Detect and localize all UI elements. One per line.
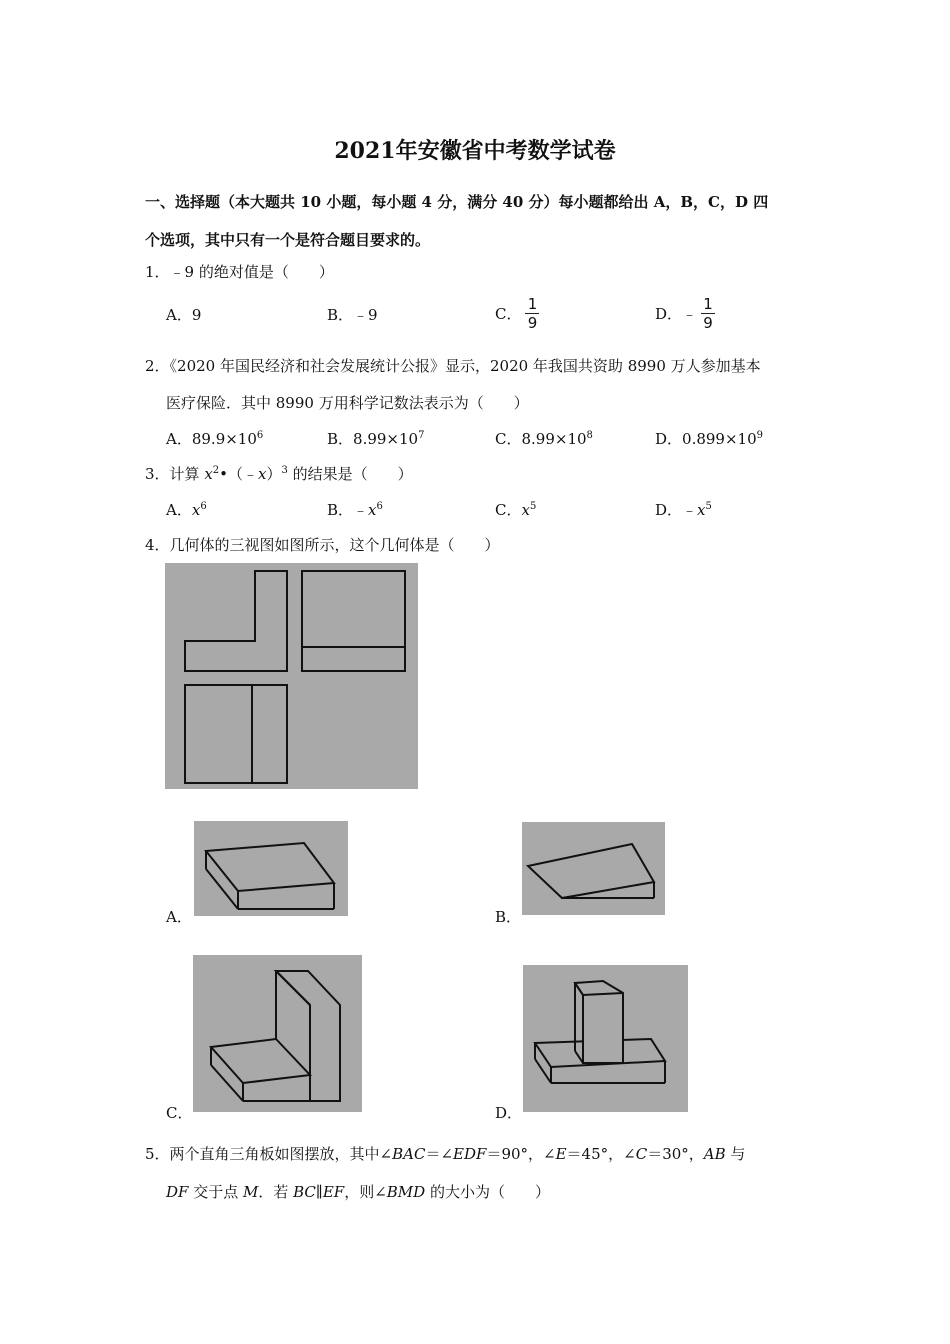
q5-bac: BAC (392, 1145, 426, 1163)
q5-t10: 的大小为（ ） (425, 1183, 550, 1201)
q5-df: DF (166, 1183, 189, 1201)
q3-b-var: x (368, 501, 377, 519)
q5-t6: 与 (725, 1145, 746, 1163)
q2-stem-line2: 医疗保险．其中 8990 万用科学记数法表示为（ ） (166, 394, 529, 412)
q5-c: C (635, 1145, 648, 1163)
q4-stem: 4．几何体的三视图如图所示，这个几何体是（ ） (145, 536, 500, 554)
q3-mid: •（﹣ (219, 465, 259, 483)
q5-bmd: BMD (386, 1183, 426, 1201)
q3-a-exp: 6 (200, 501, 207, 512)
q5-ef: EF (322, 1183, 345, 1201)
q1-c-denominator: 9 (527, 314, 538, 332)
q2-option-d (655, 428, 763, 449)
q3-exp2: 2 (212, 465, 220, 476)
q5-bc: BC (293, 1183, 316, 1201)
q3-b-label: B．﹣ (327, 501, 369, 519)
q2-b-text: B．8.99×10 (327, 430, 419, 448)
q2-option-b (327, 428, 424, 449)
q3-d-label: D．﹣ (655, 501, 698, 519)
q5-edf: EDF (453, 1145, 487, 1163)
q4-option-a-figure (194, 821, 348, 916)
q5-stem-line1 (145, 1143, 745, 1164)
q1-option-d-fraction (701, 296, 715, 331)
q4-option-b-label: B． (495, 908, 522, 926)
q5-t3: ＝90°，∠ (486, 1145, 556, 1163)
q5-stem-line2 (166, 1181, 550, 1202)
q3-exp3: 3 (281, 465, 288, 476)
q3-b-exp: 6 (376, 501, 383, 512)
q3-a-label: A． (166, 501, 192, 519)
q1-option-b: B．﹣9 (327, 306, 378, 324)
q5-t7: 交于点 (188, 1183, 243, 1201)
q3-d-var: x (697, 501, 706, 519)
q5-t2: ＝∠ (425, 1145, 454, 1163)
q5-m: M (242, 1183, 259, 1201)
q2-stem-line1: 2．《2020 年国民经济和社会发展统计公报》显示，2020 年我国共资助 8990 万人参加基本 (145, 357, 761, 375)
q1-d-denominator: 9 (703, 314, 713, 332)
q2-d-text: D．0.899×10 (655, 430, 757, 448)
q3-x: x (204, 465, 213, 483)
q1-c-numerator: 1 (527, 295, 538, 313)
q4-option-c-figure (193, 955, 362, 1112)
q2-a-text: A．89.9×10 (166, 430, 257, 448)
q3-option-b (327, 499, 383, 520)
q4-option-a-label: A． (166, 908, 192, 926)
q1-stem: 1．﹣9 的绝对值是（ ） (145, 263, 334, 281)
q2-b-exp: 7 (418, 430, 425, 441)
q3-close: ） (266, 465, 282, 483)
q4-option-d-label: D． (495, 1104, 523, 1122)
q3-post: 的结果是（ ） (287, 465, 413, 483)
q5-t8: ．若 (258, 1183, 294, 1201)
q5-t5: ＝30°， (647, 1145, 704, 1163)
q1-d-numerator: 1 (703, 295, 713, 313)
q4-option-b-figure (522, 822, 665, 915)
q3-a-var: x (191, 501, 201, 519)
q3-c-exp: 5 (529, 501, 537, 512)
q3-option-d (655, 499, 712, 520)
q5-e: E (555, 1145, 567, 1163)
q5-parallel: ∥ (315, 1183, 323, 1201)
q1-option-c-fraction (525, 296, 539, 331)
q1-option-c-label: C． (495, 305, 522, 323)
q5-t9: ，则∠ (344, 1183, 387, 1201)
q4-option-d-figure (523, 965, 688, 1112)
q2-d-exp: 9 (756, 430, 763, 441)
section-heading-line2: 个选项，其中只有一个是符合题目要求的。 (145, 231, 431, 249)
q2-option-c (495, 428, 593, 449)
q3-d-exp: 5 (705, 501, 712, 512)
q4-option-c-label: C． (166, 1104, 193, 1122)
q3-c-var: x (521, 501, 530, 519)
page-title: 2021年安徽省中考数学试卷 (334, 138, 616, 164)
q1-option-d (655, 296, 715, 331)
q3-stem (145, 463, 413, 484)
q5-ab: AB (703, 1145, 726, 1163)
q5-t4: ＝45°，∠ (566, 1145, 636, 1163)
q3-c-label: C． (495, 501, 522, 519)
q3-option-c (495, 499, 536, 520)
section-heading-line1: 一、选择题（本大题共 10 小题，每小题 4 分，满分 40 分）每小题都给出 A，B，C，D 四 (145, 193, 769, 211)
q2-c-exp: 8 (586, 430, 593, 441)
q5-t1: 5．两个直角三角板如图摆放，其中∠ (145, 1145, 393, 1163)
q3-option-a (166, 499, 207, 520)
q2-c-text: C．8.99×10 (495, 430, 587, 448)
q3-x2: x (258, 465, 267, 483)
q3-pre: 3．计算 (145, 465, 205, 483)
q2-a-exp: 6 (256, 430, 264, 441)
q1-option-a: A．9 (166, 306, 202, 324)
three-view-figure (165, 563, 418, 789)
q2-option-a (166, 428, 263, 449)
q1-option-c (495, 296, 539, 331)
q1-option-d-label: D．﹣ (655, 305, 698, 323)
